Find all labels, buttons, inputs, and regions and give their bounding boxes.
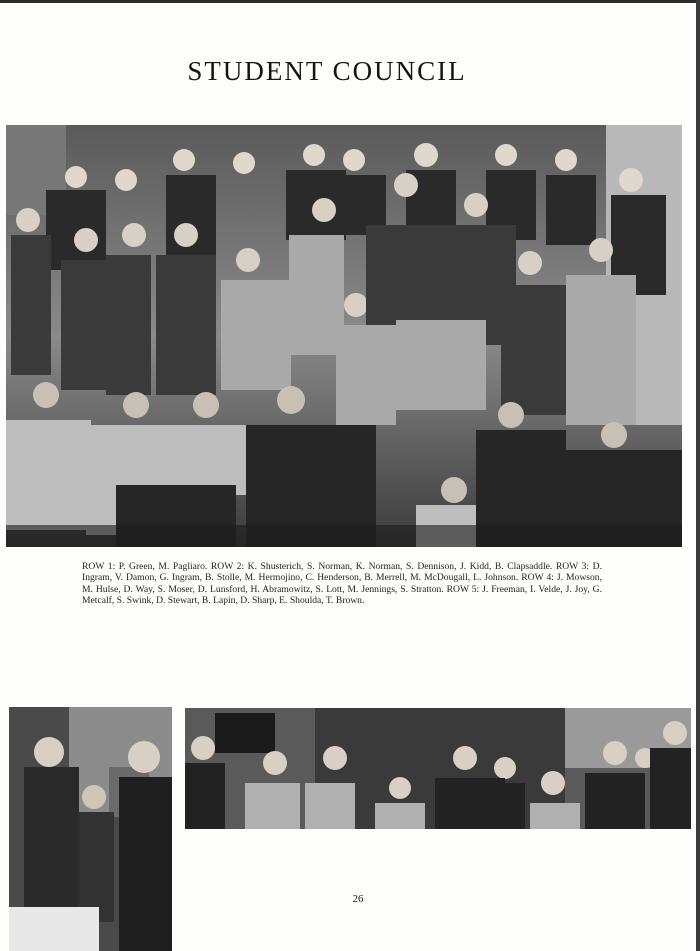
photo-caption: ROW 1: P. Green, M. Pagliaro. ROW 2: K. Shusterich, S. Norman, K. Norman, S. Dennison, J. Kidd, B. Clapsaddle. ROW 3: D. Ingram, V. Damon, G. Ingram, B. Stolle, M. Hermojino, C. Henderson, B. Merrell, M. McDougall, L. Johnson. ROW 4: J. Mowson, M. Hulse, D. Way, S. Moser, D. Lunsford, H. Abramowitz, S. Lott, M. Jennings, S. Stratton. ROW 5: J. Freeman, I. Velde, J. Joy, G. Metcalf, S. Swink, D. Stewart, B. Lapin, D. Sharp, E. Shoulda, T. Brown. [82,561,602,606]
candid-photo-right [185,708,691,829]
group-photo [6,125,682,547]
page-title: STUDENT COUNCIL [187,56,467,86]
scan-edge-right [696,0,700,951]
group-photo-image [6,125,682,547]
candid-photo-left [9,707,172,951]
candid-photo-left-image [9,707,172,951]
candid-photo-right-image [185,708,691,829]
scan-edge-top [0,0,700,3]
page-number: 26 [352,893,364,905]
